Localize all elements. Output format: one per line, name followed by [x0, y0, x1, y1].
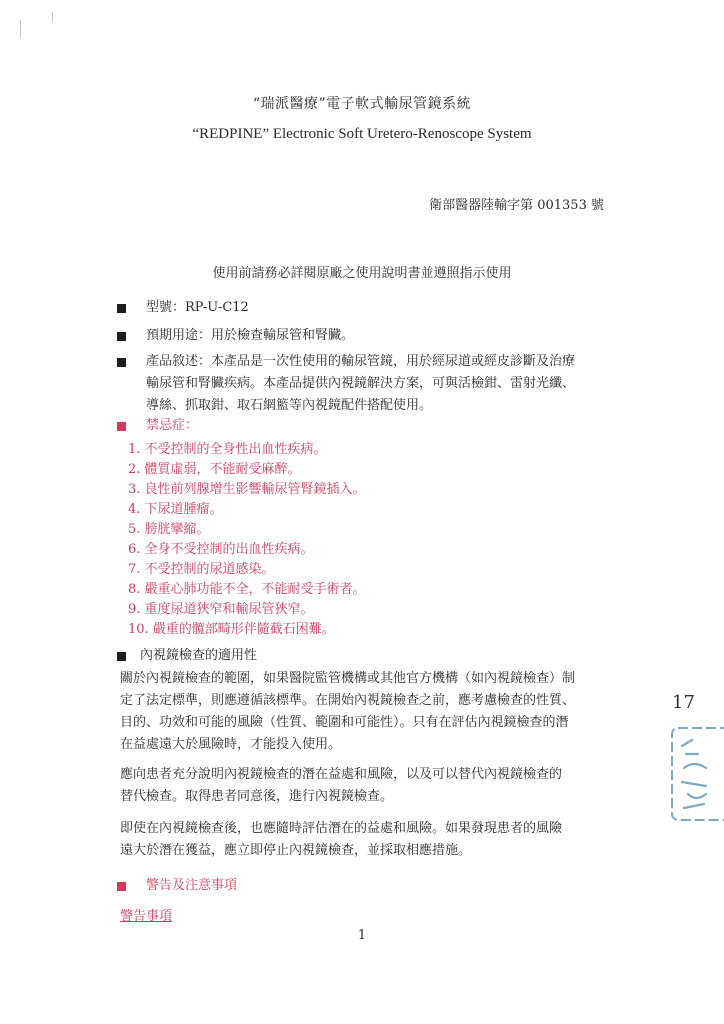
list-item: 1. 不受控制的全身性出血性疾病。 — [128, 442, 327, 457]
list-item: 4. 下尿道腫瘤。 — [128, 502, 223, 517]
intended-use-line: 預期用途：用於檢查輸尿管和腎臟。 — [146, 328, 355, 343]
contraindications-heading: 禁忌症： — [146, 418, 199, 433]
warnings-heading: 警告及注意事項 — [146, 878, 238, 893]
paragraph-line: 即使在內視鏡檢查後，也應隨時評估潛在的益處和風險。如果發現患者的風險 — [120, 821, 563, 836]
bullet-square-icon — [117, 304, 126, 313]
list-item: 7. 不受控制的尿道感染。 — [128, 562, 275, 577]
model-line: 型號：RP-U-C12 — [146, 300, 249, 315]
bullet-square-icon — [117, 882, 126, 891]
paragraph-line: 遠大於潛在獲益，應立即停止內視鏡檢查，並採取相應措施。 — [120, 843, 472, 858]
scan-mark — [20, 20, 21, 38]
contraindications-list — [128, 440, 366, 640]
applicability-paragraph-2 — [120, 764, 630, 808]
list-item: 5. 膀胱攣縮。 — [128, 522, 210, 537]
applicability-heading: 內視鏡檢查的適用性 — [140, 648, 258, 663]
paragraph-line: 在益處遠大於風險時，才能投入使用。 — [120, 737, 342, 752]
paragraph-line: 目的、功效和可能的風險（性質、範圍和可能性）。只有在評估內視鏡檢查的潛 — [120, 715, 569, 730]
bullet-square-icon — [117, 332, 126, 341]
paragraph-line: 替代檢查。取得患者同意後，進行內視鏡檢查。 — [120, 789, 394, 804]
page-number: 1 — [357, 928, 367, 943]
document-title-en: “REDPINE” Electronic Soft Uretero-Renoscope System — [192, 126, 532, 142]
bullet-square-icon — [117, 422, 126, 431]
list-item: 6. 全身不受控制的出血性疾病。 — [128, 542, 314, 557]
paragraph-line: 應向患者充分說明內視鏡檢查的潛在益處和風險，以及可以替代內視鏡檢查的 — [120, 767, 563, 782]
applicability-paragraph-3 — [120, 818, 630, 862]
usage-instruction: 使用前請務必詳閱原廠之使用說明書並遵照指示使用 — [212, 266, 512, 281]
warnings-subheading: 警告事項 — [120, 909, 173, 924]
list-item: 10. 嚴重的髖部畸形伴隨截石困難。 — [128, 622, 335, 637]
description-line: 產品敘述：本產品是一次性使用的輸尿管鏡，用於經尿道或經皮診斷及治療 — [146, 354, 576, 369]
scan-mark — [52, 12, 53, 22]
document-title-zh: “瑞派醫療”電子軟式輸尿管鏡系統 — [252, 96, 472, 112]
side-page-number: 17 — [672, 692, 695, 713]
paragraph-line: 關於內視鏡檢查的範圍，如果醫院監管機構或其他官方機構（如內視鏡檢查）制 — [120, 671, 576, 686]
official-seal-stamp-icon — [664, 724, 724, 824]
paragraph-line: 定了法定標準，則應遵循該標準。在開始內視鏡檢查之前，應考慮檢查的性質、 — [120, 693, 576, 708]
list-item: 9. 重度尿道狹窄和輸尿管狹窄。 — [128, 602, 314, 617]
bullet-square-icon — [117, 652, 126, 661]
description-line: 輸尿管和腎臟疾病。本產品提供內視鏡解決方案，可與活檢鉗、雷射光纖、 — [146, 376, 576, 391]
bullet-square-icon — [117, 358, 126, 367]
list-item: 2. 體質虛弱，不能耐受麻醉。 — [128, 462, 301, 477]
list-item: 3. 良性前列腺增生影響輸尿管腎鏡插入。 — [128, 482, 366, 497]
applicability-paragraph-1 — [120, 668, 630, 756]
description-line: 導絲、抓取鉗、取石網籃等內視鏡配件搭配使用。 — [146, 398, 433, 413]
list-item: 8. 嚴重心肺功能不全，不能耐受手術者。 — [128, 582, 366, 597]
license-number: 衛部醫器陸輸字第 001353 號 — [429, 198, 604, 213]
